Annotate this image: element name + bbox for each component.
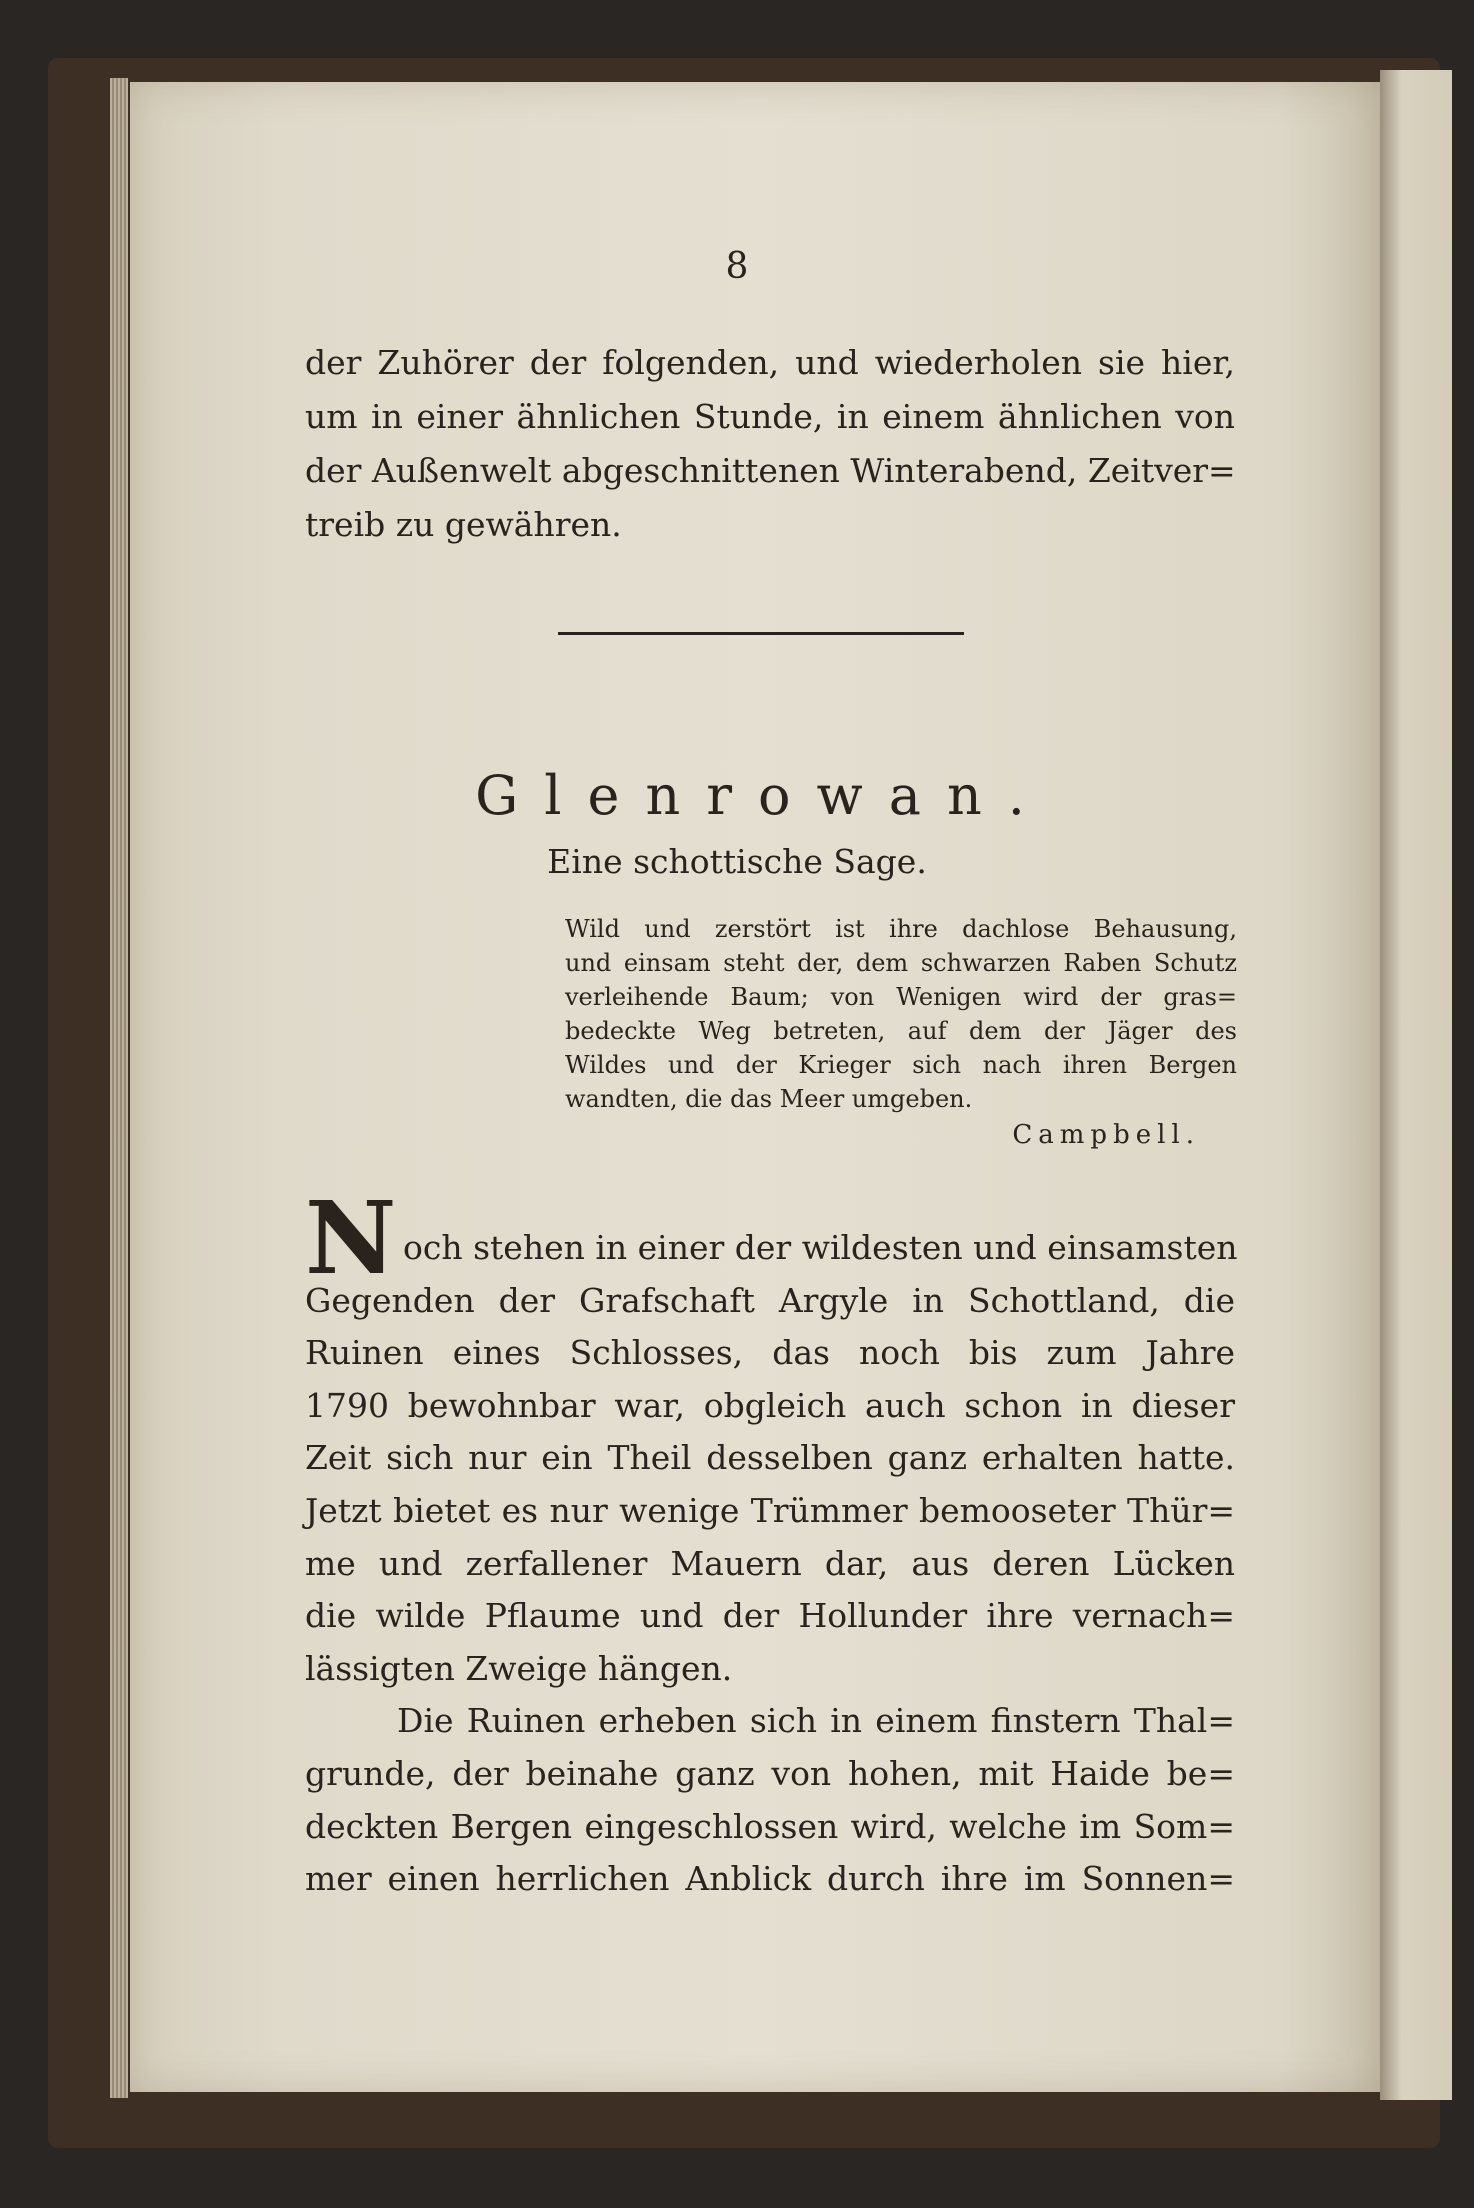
text-line: Gegenden der Grafschaft Argyle in Schottland, die: [305, 1280, 1235, 1320]
epigraph: [565, 912, 1237, 1116]
text-line: der Außenwelt abgeschnittenen Winterabend, Zeitver=: [305, 451, 1236, 490]
epigraph-attribution: Campbell.: [1012, 1120, 1200, 1150]
facing-page-edge: [1380, 70, 1452, 2100]
page-stack-edge: [110, 78, 128, 2098]
text-line: Jetzt bietet es nur wenige Trümmer bemooseter Thür=: [305, 1490, 1235, 1530]
text-line: treib zu gewähren.: [305, 505, 622, 544]
text-line: um in einer ähnlichen Stunde, in einem ähnlichen von: [305, 397, 1235, 436]
section-divider: [558, 632, 964, 635]
text-line: die wilde Pflaume und der Hollunder ihre vernach=: [305, 1596, 1235, 1636]
text-line: och stehen in einer der wildesten und einsamsten: [403, 1228, 1238, 1267]
chapter-subtitle: Eine schottische Sage.: [547, 842, 927, 881]
epigraph-line: verleihende Baum; von Wenigen wird der gras=: [565, 983, 1237, 1011]
epigraph-line: bedeckte Weg betreten, auf dem der Jäger des: [565, 1017, 1237, 1045]
text-line: Ruinen eines Schlosses, das noch bis zum Jahre: [305, 1333, 1235, 1373]
epigraph-line: und einsam steht der, dem schwarzen Raben Schutz: [565, 949, 1237, 977]
text-line: mer einen herrlichen Anblick durch ihre im Sonnen=: [305, 1859, 1235, 1899]
main-text: [305, 1222, 1238, 1906]
text-line: deckten Bergen eingeschlossen wird, welche im Som=: [305, 1806, 1235, 1846]
text-line: lässigten Zweige hängen.: [305, 1648, 733, 1688]
epigraph-line: wandten, die das Meer umgeben.: [565, 1085, 973, 1113]
text-line: Zeit sich nur ein Theil desselben ganz erhalten hatte.: [305, 1438, 1235, 1478]
top-paragraph: [305, 336, 1235, 552]
text-line: me und zerfallener Mauern dar, aus deren Lücken: [305, 1543, 1235, 1583]
epigraph-line: Wildes und der Krieger sich nach ihren Bergen: [565, 1051, 1237, 1079]
epigraph-line: Wild und zerstört ist ihre dachlose Behausung,: [565, 915, 1237, 943]
text-line: der Zuhörer der folgenden, und wiederholen sie hier,: [305, 343, 1235, 382]
text-line: 1790 bewohnbar war, obgleich auch schon in dieser: [305, 1385, 1235, 1425]
text-line: grunde, der beinahe ganz von hohen, mit Haide be=: [305, 1753, 1235, 1793]
page-number: 8: [725, 246, 749, 287]
chapter-title: Glenrowan.: [475, 764, 1051, 827]
drop-cap: N: [305, 1179, 397, 1297]
text-line: Die Ruinen erheben sich in einem finstern Thal=: [397, 1701, 1235, 1741]
